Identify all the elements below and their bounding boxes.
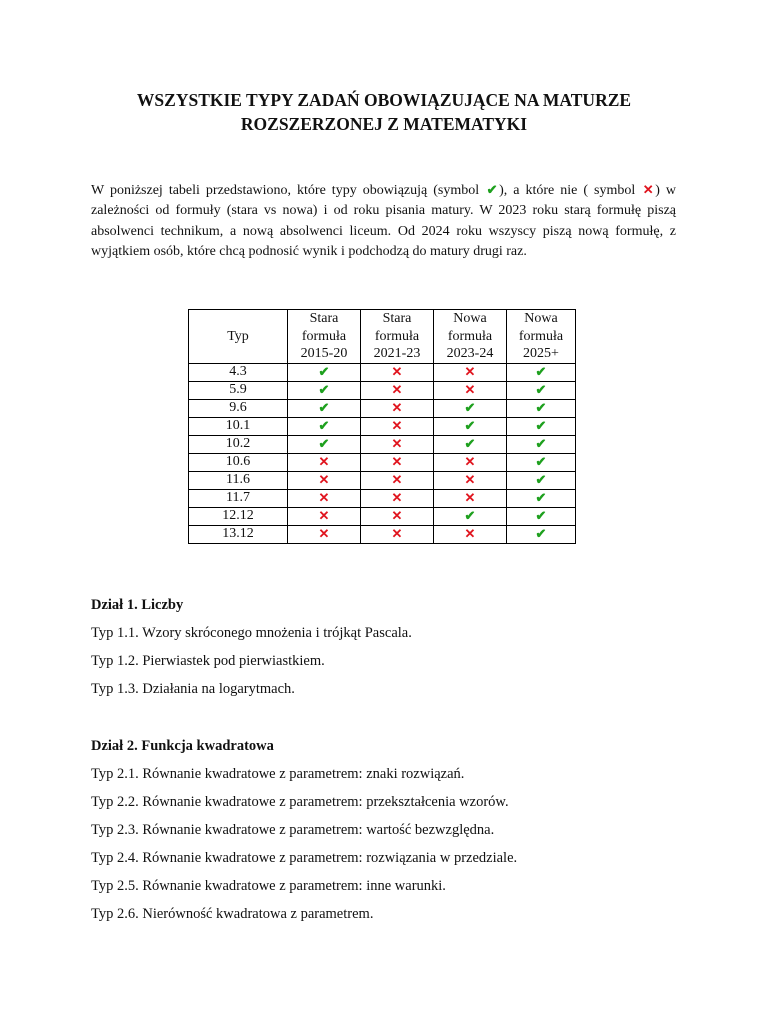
intro-text-3: ) w zależności od formuły (stara vs nowa) i od roku pisania matury. W 2023 roku starą formułę piszą absolwenci technikum, a nową absolwenci liceum. Od 2024 roku wszyscy piszą nową formułę, z wyjątkiem osób, które chcą podnosić wynik i podchodzą do matury drugi raz. [91, 183, 676, 259]
cross-icon: ✕ [391, 507, 403, 523]
check-icon: ✔ [464, 399, 476, 415]
typ-cell: 4.3 [189, 363, 288, 381]
table-row [189, 471, 576, 489]
cross-icon: ✕ [391, 363, 403, 379]
header-nowa-2023-24 [434, 310, 507, 364]
cross-icon: ✕ [642, 182, 654, 197]
mark-cell [288, 453, 361, 471]
check-icon: ✔ [318, 381, 330, 397]
mark-cell [507, 417, 576, 435]
list-item: Typ 2.2. Równanie kwadratowe z parametrem: przekształcenia wzorów. [91, 794, 509, 810]
mark-cell [361, 417, 434, 435]
check-icon: ✔ [535, 453, 547, 469]
header-line: Stara [309, 311, 339, 326]
table-row [189, 381, 576, 399]
mark-cell [434, 381, 507, 399]
mark-cell [288, 363, 361, 381]
check-icon: ✔ [535, 363, 547, 379]
mark-cell [507, 381, 576, 399]
typ-cell: 12.12 [189, 507, 288, 525]
typ-cell: 13.12 [189, 525, 288, 543]
mark-cell [507, 399, 576, 417]
header-stara-2015-20 [288, 310, 361, 364]
mark-cell [288, 471, 361, 489]
mark-cell [507, 435, 576, 453]
header-nowa-2025 [507, 310, 576, 364]
check-icon: ✔ [535, 525, 547, 541]
mark-cell [507, 363, 576, 381]
check-icon: ✔ [535, 399, 547, 415]
intro-text-2: ), a które nie ( symbol [499, 183, 636, 198]
table-row [189, 507, 576, 525]
check-icon: ✔ [535, 381, 547, 397]
mark-cell [434, 471, 507, 489]
cross-icon: ✕ [391, 453, 403, 469]
cross-icon: ✕ [464, 363, 476, 379]
check-icon: ✔ [535, 489, 547, 505]
mark-cell [507, 453, 576, 471]
header-line: formuła [447, 328, 493, 344]
check-icon: ✔ [464, 507, 476, 523]
list-item: Typ 2.4. Równanie kwadratowe z parametrem: rozwiązania w przedziale. [91, 850, 518, 866]
check-icon: ✔ [535, 417, 547, 433]
table-header-row [189, 310, 576, 364]
title-line-1: WSZYSTKIE TYPY ZADAŃ OBOWIĄZUJĄCE NA MATURZE [136, 90, 632, 110]
header-line: Nowa [453, 311, 487, 326]
check-icon: ✔ [535, 435, 547, 451]
list-item: Typ 2.6. Nierówność kwadratowa z parametrem. [91, 906, 374, 922]
cross-icon: ✕ [318, 507, 330, 523]
cross-icon: ✕ [391, 489, 403, 505]
intro-text-1: W poniższej tabeli przedstawiono, które typy obowiązują (symbol [91, 183, 480, 198]
mark-cell [434, 417, 507, 435]
list-item: Typ 1.2. Pierwiastek pod pierwiastkiem. [91, 653, 325, 669]
mark-cell [507, 507, 576, 525]
table-row [189, 435, 576, 453]
typ-cell: 5.9 [189, 381, 288, 399]
check-icon: ✔ [318, 363, 330, 379]
section-heading: Dział 2. Funkcja kwadratowa [91, 738, 274, 754]
cross-icon: ✕ [464, 381, 476, 397]
cross-icon: ✕ [391, 381, 403, 397]
typ-cell: 10.2 [189, 435, 288, 453]
mark-cell [361, 471, 434, 489]
mark-cell [361, 363, 434, 381]
table-row [189, 525, 576, 543]
mark-cell [361, 381, 434, 399]
check-icon: ✔ [318, 417, 330, 433]
list-item: Typ 2.3. Równanie kwadratowe z parametrem: wartość bezwzględna. [91, 822, 495, 838]
mark-cell [434, 363, 507, 381]
header-line: formuła [518, 328, 564, 344]
cross-icon: ✕ [391, 525, 403, 541]
cross-icon: ✕ [391, 471, 403, 487]
mark-cell [288, 417, 361, 435]
title-line-2: ROZSZERZONEJ Z MATEMATYKI [240, 114, 528, 134]
intro-paragraph [91, 180, 676, 262]
mark-cell [288, 435, 361, 453]
header-typ [189, 310, 288, 364]
typ-cell: 11.6 [189, 471, 288, 489]
cross-icon: ✕ [391, 435, 403, 451]
section-heading: Dział 1. Liczby [91, 597, 184, 613]
cross-icon: ✕ [464, 471, 476, 487]
header-typ-label: Typ [227, 328, 249, 344]
mark-cell [288, 381, 361, 399]
mark-cell [288, 507, 361, 525]
header-line: Nowa [524, 311, 558, 326]
list-item: Typ 1.3. Działania na logarytmach. [91, 681, 295, 697]
document-title [60, 88, 708, 136]
mark-cell [434, 489, 507, 507]
table-row [189, 399, 576, 417]
mark-cell [434, 525, 507, 543]
table-body [189, 363, 576, 543]
mark-cell [361, 435, 434, 453]
cross-icon: ✕ [391, 399, 403, 415]
table-row [189, 489, 576, 507]
mark-cell [288, 399, 361, 417]
header-line: formuła [374, 328, 420, 344]
types-table [188, 309, 576, 544]
mark-cell [361, 507, 434, 525]
mark-cell [434, 435, 507, 453]
header-line: 2015-20 [300, 346, 348, 361]
check-icon: ✔ [535, 471, 547, 487]
cross-icon: ✕ [464, 489, 476, 505]
mark-cell [507, 489, 576, 507]
check-icon: ✔ [486, 182, 498, 197]
cross-icon: ✕ [464, 453, 476, 469]
mark-cell [361, 525, 434, 543]
header-line: Stara [382, 311, 412, 326]
cross-icon: ✕ [318, 489, 330, 505]
mark-cell [288, 489, 361, 507]
mark-cell [434, 399, 507, 417]
cross-icon: ✕ [318, 471, 330, 487]
list-item: Typ 2.5. Równanie kwadratowe z parametrem: inne warunki. [91, 878, 446, 894]
check-icon: ✔ [464, 435, 476, 451]
table-row [189, 417, 576, 435]
header-line: 2025+ [523, 346, 559, 361]
list-item: Typ 2.1. Równanie kwadratowe z parametrem: znaki rozwiązań. [91, 766, 465, 782]
typ-cell: 9.6 [189, 399, 288, 417]
header-line: formuła [301, 328, 347, 344]
check-icon: ✔ [535, 507, 547, 523]
header-line: 2021-23 [373, 346, 421, 361]
mark-cell [507, 525, 576, 543]
mark-cell [361, 453, 434, 471]
mark-cell [361, 489, 434, 507]
mark-cell [434, 453, 507, 471]
mark-cell [361, 399, 434, 417]
cross-icon: ✕ [318, 525, 330, 541]
header-stara-2021-23 [361, 310, 434, 364]
mark-cell [434, 507, 507, 525]
header-line: 2023-24 [446, 346, 494, 361]
typ-cell: 11.7 [189, 489, 288, 507]
typ-cell: 10.6 [189, 453, 288, 471]
typ-cell: 10.1 [189, 417, 288, 435]
cross-icon: ✕ [464, 525, 476, 541]
check-icon: ✔ [318, 399, 330, 415]
list-item: Typ 1.1. Wzory skróconego mnożenia i trójkąt Pascala. [91, 625, 412, 641]
table-row [189, 453, 576, 471]
mark-cell [507, 471, 576, 489]
check-icon: ✔ [318, 435, 330, 451]
check-icon: ✔ [464, 417, 476, 433]
mark-cell [288, 525, 361, 543]
cross-icon: ✕ [318, 453, 330, 469]
table-row [189, 363, 576, 381]
cross-icon: ✕ [391, 417, 403, 433]
